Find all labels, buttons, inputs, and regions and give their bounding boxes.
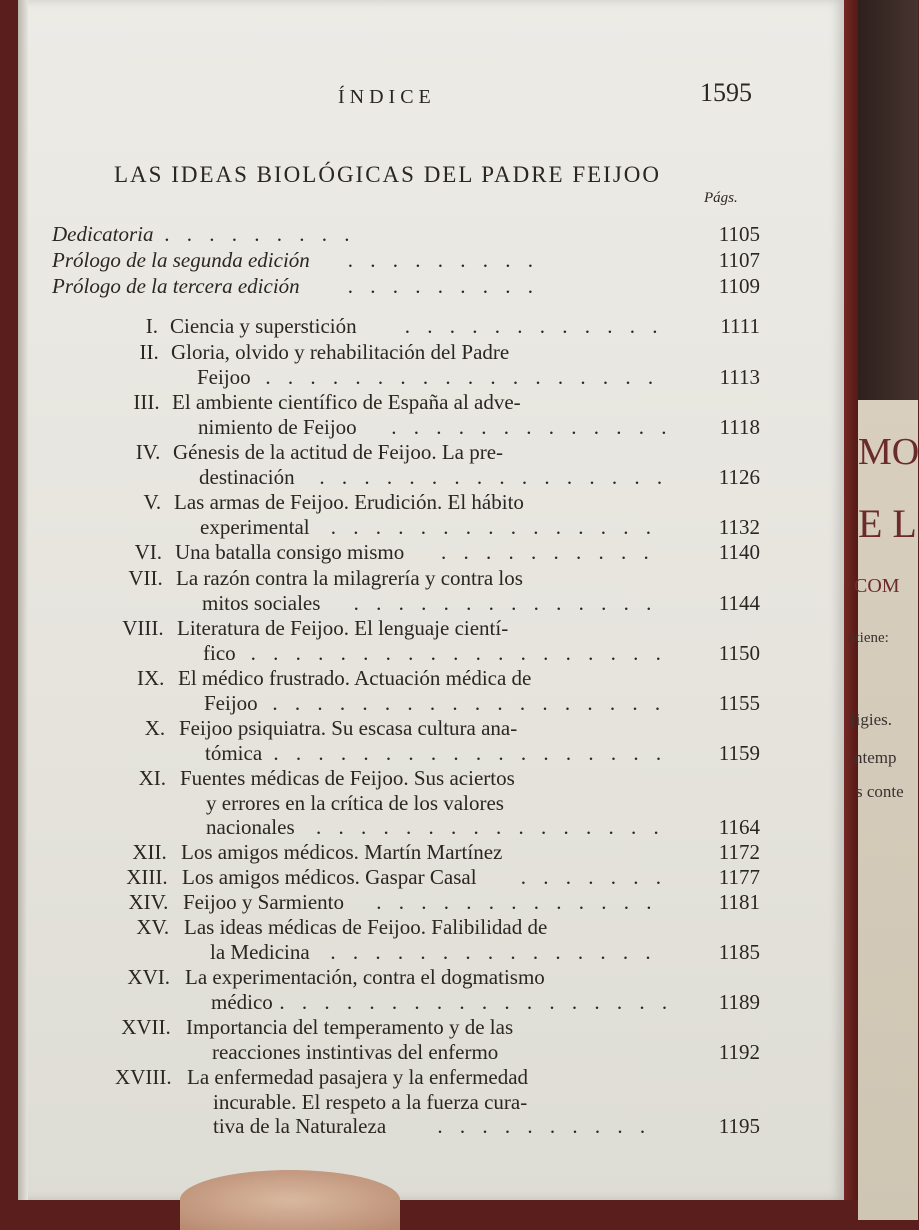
leaflet-text-fragment: E L <box>858 501 917 546</box>
toc-chapter-title-line: Una batalla consigo mismo <box>175 540 405 564</box>
toc-page-number: 1150 <box>718 640 760 665</box>
leaflet-text-fragment: COM <box>854 575 900 597</box>
pages-column-header: Págs. <box>704 190 738 206</box>
toc-chapter-number: VI. <box>134 540 162 564</box>
toc-leader-dots: . . . . . . . . . . . . . . . . . . <box>265 364 660 389</box>
toc-chapter-title-line: nacionales <box>206 815 295 839</box>
toc-chapter-title-line: experimental <box>200 514 310 539</box>
toc-page-number: 1192 <box>718 1039 760 1064</box>
leaflet-text-fragment: MO <box>858 431 919 473</box>
toc-chapter-title-line: Importancia del temperamento y de las <box>186 1015 514 1039</box>
toc-chapter-title-line: nimiento de Feijoo <box>198 414 357 439</box>
toc-chapter-title-line: La experimentación, contra el dogmatismo <box>185 965 545 989</box>
book-page <box>18 0 844 1200</box>
toc-leader-dots: . . . . . . . . . <box>164 222 356 246</box>
toc-leader-dots: . . . . . . . . . . . . . . . . . . <box>273 740 668 765</box>
toc-chapter-title-line: El ambiente científico de España al adve- <box>172 390 521 414</box>
toc-page-number: 1126 <box>718 464 760 489</box>
toc-chapter-number: I. <box>145 314 158 338</box>
toc-chapter-number: XI. <box>138 766 166 790</box>
toc-chapter-number: XVI. <box>127 965 170 989</box>
page-gutter-shadow <box>18 0 28 1200</box>
toc-chapter-title-line: La enfermedad pasajera y la enfermedad <box>187 1065 529 1089</box>
toc-leader-dots: . . . . . . . . . . . . <box>404 314 664 338</box>
toc-chapter-number: XV. <box>136 915 170 939</box>
toc-chapter-number: III. <box>133 390 160 414</box>
toc-leader-dots: . . . . . . . . . . . . . . . . . . <box>272 690 667 715</box>
toc-chapter-number: X. <box>144 716 166 740</box>
leaflet-text-fragment: ntemp <box>854 748 897 767</box>
toc-leader-dots: . . . . . . . . . . . . . . . . <box>316 815 665 839</box>
toc-chapter-number: XII. <box>132 840 167 864</box>
background-photo-area <box>858 0 918 400</box>
toc-page-number: 1105 <box>718 222 760 246</box>
leaflet-text-fragment: figies. <box>850 710 893 729</box>
toc-chapter-number: IX. <box>136 666 165 690</box>
toc-page-number: 1113 <box>719 364 760 389</box>
running-header-page-number: 1595 <box>700 78 752 107</box>
toc-chapter-title-line: Las armas de Feijoo. Erudición. El hábito <box>174 490 524 514</box>
toc-leader-dots: . . . . . . . . . . <box>437 1114 652 1138</box>
toc-chapter-title-line: reacciones instintivas del enfermo <box>212 1039 499 1064</box>
toc-chapter-title-line: destinación <box>199 464 295 489</box>
toc-chapter-title-line: La razón contra la milagrería y contra los <box>176 566 523 590</box>
toc-page-number: 1109 <box>718 274 760 298</box>
fingertip <box>180 1170 400 1230</box>
toc-chapter-title-line: Feijoo <box>204 690 258 715</box>
toc-page-number: 1155 <box>718 690 760 715</box>
toc-leader-dots: . . . . . . . . . . <box>441 540 655 564</box>
toc-entry-title: Dedicatoria <box>52 222 154 246</box>
toc-leader-dots: . . . . . . . . . . . . . . . <box>330 514 658 539</box>
toc-entry-title: Prólogo de la tercera edición <box>52 274 300 298</box>
toc-leader-dots: . . . . . . . . . . . . . <box>391 414 673 439</box>
toc-leader-dots: . . . . . . . . . . . . . <box>376 890 658 914</box>
toc-page-number: 1111 <box>720 314 760 338</box>
toc-chapter-number: IV. <box>135 440 161 464</box>
toc-page-number: 1159 <box>718 740 760 765</box>
leaflet-text-fragment: ntiene: <box>848 630 889 646</box>
toc-chapter-title-line: Génesis de la actitud de Feijoo. La pre- <box>173 440 504 464</box>
toc-chapter-number: XIV. <box>128 890 169 914</box>
toc-page-number: 1144 <box>718 590 760 615</box>
toc-leader-dots: . . . . . . . . . . . . . . . <box>330 939 657 964</box>
toc-page-number: 1107 <box>718 248 760 272</box>
toc-chapter-title-line: mitos sociales <box>202 590 321 615</box>
toc-chapter-title-line: Los amigos médicos. Martín Martínez <box>181 840 503 864</box>
toc-chapter-title-line: Fuentes médicas de Feijoo. Sus aciertos <box>180 766 515 790</box>
toc-page-number: 1185 <box>718 939 760 964</box>
toc-page-number: 1118 <box>719 414 760 439</box>
toc-chapter-title-line: fico <box>203 640 236 665</box>
toc-chapter-title-line: Gloria, olvido y rehabilitación del Padre <box>171 340 510 364</box>
running-header-title: ÍNDICE <box>338 86 436 108</box>
background-leaflet <box>848 400 919 1220</box>
toc-leader-dots: . . . . . . . . . <box>347 248 540 272</box>
toc-leader-dots: . . . . . . . . . <box>347 274 540 298</box>
toc-leader-dots: . . . . . . . . . . . . . . . . . . <box>279 989 674 1014</box>
toc-leader-dots: . . . . . . . <box>520 865 668 889</box>
toc-page-number: 1164 <box>718 815 760 839</box>
toc-chapter-number: II. <box>139 340 159 364</box>
section-title: LAS IDEAS BIOLÓGICAS DEL PADRE FEIJOO <box>114 162 662 187</box>
toc-chapter-title-line: El médico frustrado. Actuación médica de <box>178 666 532 690</box>
toc-page-number: 1189 <box>718 989 760 1014</box>
toc-chapter-title-line: Ciencia y superstición <box>170 314 357 338</box>
toc-leader-dots: . . . . . . . . . . . . . . <box>353 590 658 615</box>
leaflet-print <box>848 400 919 1220</box>
toc-chapter-title-line: Feijoo <box>197 364 251 389</box>
toc-chapter-title-line: Las ideas médicas de Feijoo. Falibilidad de <box>184 915 548 939</box>
toc-page-number: 1195 <box>718 1114 760 1138</box>
toc-chapter-title-line: médico <box>211 989 273 1014</box>
toc-leader-dots: . . . . . . . . . . . . . . . . <box>319 464 669 489</box>
toc-chapter-number: XIII. <box>126 865 168 889</box>
toc-chapter-title-line: Feijoo psiquiatra. Su escasa cultura ana- <box>179 716 518 740</box>
toc-chapter-title-line: Feijoo y Sarmiento <box>183 890 344 914</box>
toc-leader-dots: . . . . . . . . . . . . . . . . . . . <box>250 640 667 665</box>
toc-page-number: 1132 <box>718 514 760 539</box>
toc-chapter-number: V. <box>143 490 162 514</box>
toc-page-number: 1172 <box>718 840 760 864</box>
toc-page-number: 1140 <box>718 540 760 564</box>
toc-chapter-number: VIII. <box>122 616 164 640</box>
toc-chapter-title-line: incurable. El respeto a la fuerza cura- <box>213 1089 528 1114</box>
toc-chapter-number: XVIII. <box>115 1065 172 1089</box>
toc-entry-title: Prólogo de la segunda edición <box>52 248 310 272</box>
toc-chapter-title-line: Literatura de Feijoo. El lenguaje cientí- <box>177 616 509 640</box>
toc-page-number: 1181 <box>718 890 760 914</box>
toc-chapter-number: VII. <box>128 566 163 590</box>
toc-chapter-title-line: la Medicina <box>210 939 310 964</box>
toc-page-number: 1177 <box>718 865 760 889</box>
leaflet-text-fragment: s conte <box>856 782 904 801</box>
toc-chapter-number: XVII. <box>121 1015 171 1039</box>
toc-chapter-title-line: tómica <box>205 740 263 765</box>
toc-chapter-title-line: y errores en la crítica de los valores <box>206 790 504 815</box>
toc-chapter-title-line: Los amigos médicos. Gaspar Casal <box>182 865 477 889</box>
toc-chapter-title-line: tiva de la Naturaleza <box>213 1114 387 1138</box>
